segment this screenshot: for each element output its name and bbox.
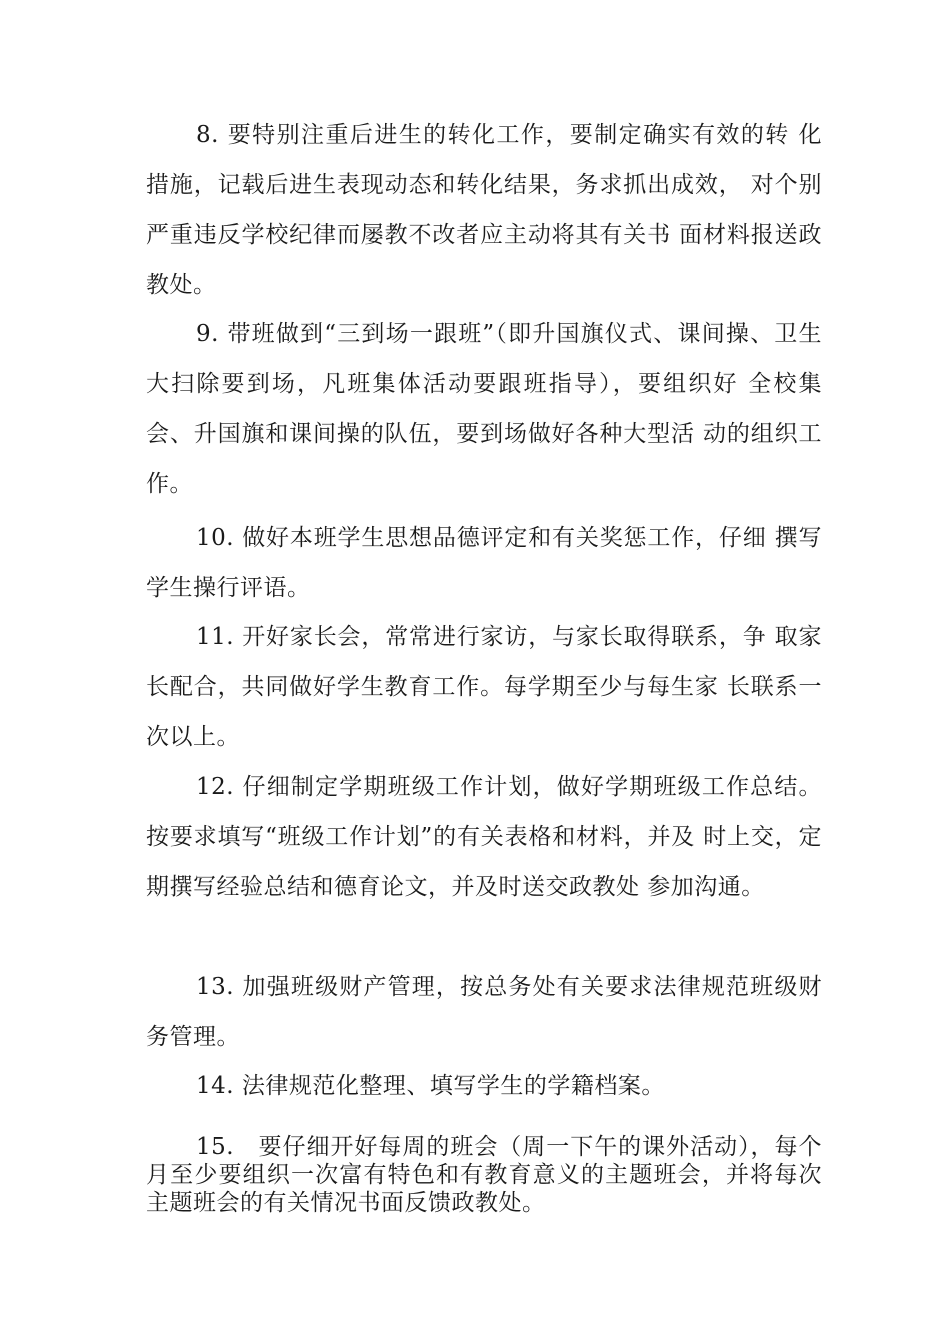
paragraph-item-12 [146, 762, 822, 912]
paragraph-text: 9. 带班做到“三到场一跟班”（即升国旗仪式、课间操、卫生大扫除要到场，凡班集体活动要跟班指导），要组织好 全校集会、升国旗和课间操的队伍，要到场做好各种大型活 动的组织工作。 [146, 321, 822, 497]
paragraph-text: 12. 仔细制定学期班级工作计划，做好学期班级工作总结。按要求填写“班级工作计划”的有关表格和材料，并及 时上交，定期撰写经验总结和德育论文，并及时送交政教处 参加沟通。 [146, 774, 822, 900]
paragraph-item-14 [146, 1061, 822, 1111]
paragraph-item-9 [146, 309, 822, 509]
paragraph-item-15 [146, 1133, 822, 1217]
paragraph-item-10 [146, 513, 822, 613]
paragraph-item-13 [146, 962, 822, 1062]
paragraph-text: 15. 要仔细开好每周的班会（周一下午的课外活动），每个月至少要组织一次富有特色和有教育意义的主题班会，并将每次主题班会的有关情况书面反馈政教处。 [146, 1134, 822, 1216]
paragraph-item-8 [146, 110, 822, 310]
paragraph-text: 14. 法律规范化整理、填写学生的学籍档案。 [196, 1073, 665, 1099]
paragraph-text: 8. 要特别注重后进生的转化工作，要制定确实有效的转 化措施，记载后进生表现动态和转化结果，务求抓出成效， 对个别严重违反学校纪律而屡教不改者应主动将其有关书 面材料报送政教处。 [146, 122, 822, 298]
paragraph-item-11 [146, 612, 822, 762]
paragraph-text: 11. 开好家长会，常常进行家访，与家长取得联系，争 取家长配合，共同做好学生教育工作。每学期至少与每生家 长联系一次以上。 [146, 624, 822, 750]
paragraph-text: 10. 做好本班学生思想品德评定和有关奖惩工作，仔细 撰写学生操行评语。 [146, 525, 822, 601]
paragraph-text: 13. 加强班级财产管理，按总务处有关要求法律规范班级财务管理。 [146, 974, 822, 1050]
